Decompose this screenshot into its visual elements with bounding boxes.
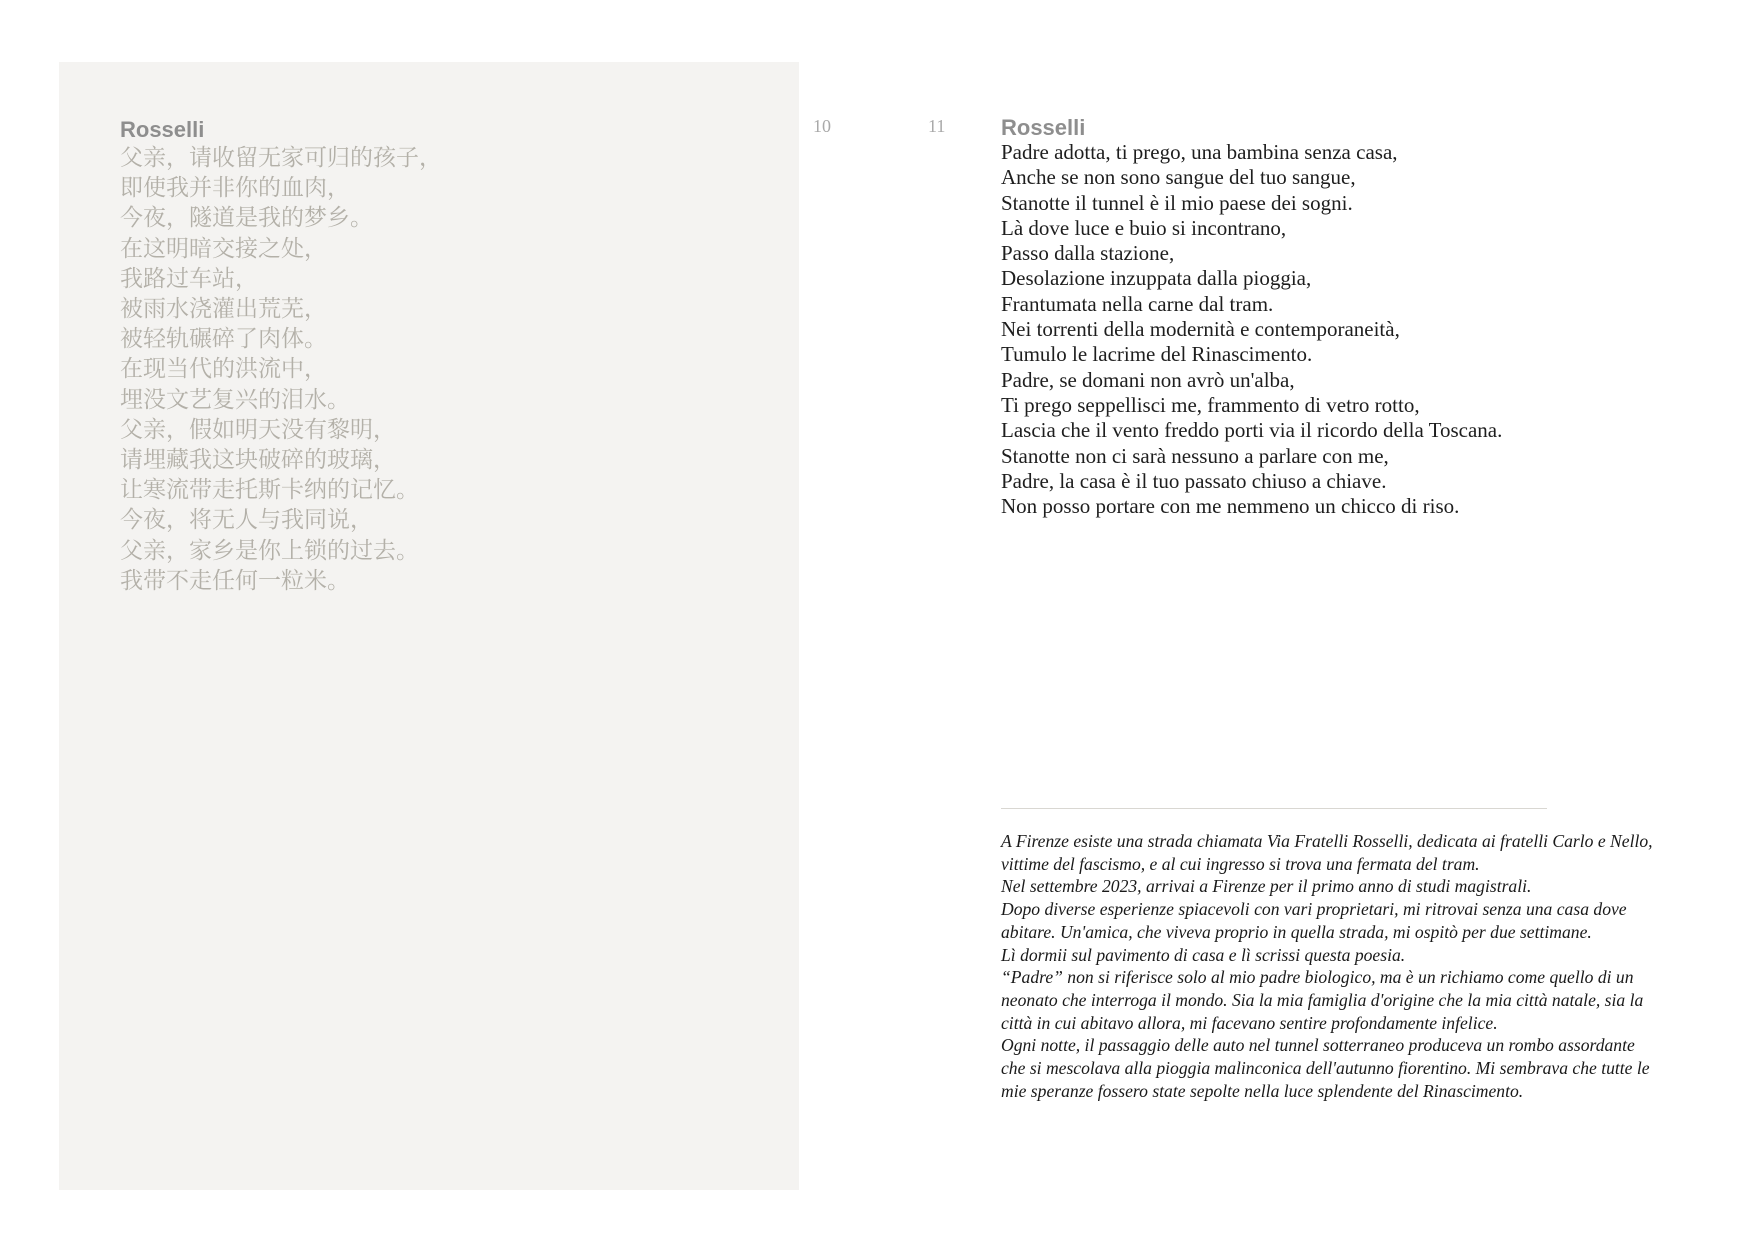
poem-line: 即使我并非你的血肉， xyxy=(120,175,350,202)
poem-line: Là dove luce e buio si incontrano, xyxy=(1001,215,1287,240)
author-note xyxy=(1001,830,1661,1102)
poem-line: 今夜，隧道是我的梦乡。 xyxy=(120,205,373,232)
note-divider xyxy=(1001,808,1547,809)
poem-line: 让寒流带走托斯卡纳的记忆。 xyxy=(120,477,419,504)
note-paragraph: Nel settembre 2023, arrivai a Firenze per il primo anno di studi magistrali. xyxy=(1001,876,1532,897)
poem-line: Tumulo le lacrime del Rinascimento. xyxy=(1001,342,1313,367)
poem-line: Stanotte non ci sarà nessuno a parlare con me, xyxy=(1001,443,1389,468)
poem-line: Nei torrenti della modernità e contemporaneità, xyxy=(1001,317,1400,342)
page-number-right: 11 xyxy=(928,116,946,136)
left-poem-title: Rosselli xyxy=(120,117,205,142)
right-poem-title: Rosselli xyxy=(1001,115,1086,140)
poem-line: 在这明暗交接之处， xyxy=(120,235,327,262)
poem-line: 请埋藏我这块破碎的玻璃， xyxy=(120,447,396,474)
italian-poem xyxy=(1001,140,1502,519)
poem-line: 我带不走任何一粒米。 xyxy=(120,567,350,594)
poem-line: 父亲，家乡是你上锁的过去。 xyxy=(120,537,419,564)
poem-line: Padre adotta, ti prego, una bambina senza casa, xyxy=(1001,140,1398,164)
note-paragraph: Dopo diverse esperienze spiacevoli con vari proprietari, mi ritrovai senza una casa dove abitare. Un'amica, che viveva proprio in quella strada, mi ospitò per due settimane. xyxy=(1001,899,1627,942)
poem-line: 父亲，假如明天没有黎明， xyxy=(120,416,396,443)
poem-line: 被轻轨碾碎了肉体。 xyxy=(120,326,327,353)
poem-line: Frantumata nella carne dal tram. xyxy=(1001,291,1274,316)
poem-line: Stanotte il tunnel è il mio paese dei sogni. xyxy=(1001,190,1353,215)
poem-line: Passo dalla stazione, xyxy=(1001,241,1175,266)
note-paragraph: Ogni notte, il passaggio delle auto nel tunnel sotterraneo produceva un rombo assordante che si mescolava alla pioggia malinconica dell'autunno fiorentino. Mi sembrava che tutte le mie speranze fossero state sepolte nella luce splendente del Rinascimento. xyxy=(1001,1035,1650,1101)
poem-line: 今夜，将无人与我同说， xyxy=(120,507,373,534)
page-number-left: 10 xyxy=(813,116,831,136)
poem-line: 在现当代的洪流中， xyxy=(120,356,327,383)
note-paragraph: “Padre” non si riferisce solo al mio padre biologico, ma è un richiamo come quello di un neonato che interroga il mondo. Sia la mia famiglia d'origine che la mia città natale, sia la città in cui abitavo allora, mi facevano sentire profondamente infelice. xyxy=(1001,967,1644,1033)
poem-line: 埋没文艺复兴的泪水。 xyxy=(120,386,350,413)
poem-line: 我路过车站， xyxy=(120,265,258,292)
poem-line: Lascia che il vento freddo porti via il ricordo della Toscana. xyxy=(1001,418,1503,443)
poem-line: 父亲，请收留无家可归的孩子， xyxy=(120,145,442,171)
note-paragraph: A Firenze esiste una strada chiamata Via Fratelli Rosselli, dedicata ai fratelli Carlo e Nello, vittime del fascismo, e al cui ingresso si trova una fermata del tram. xyxy=(1001,831,1653,874)
poem-line: Padre, se domani non avrò un'alba, xyxy=(1001,367,1295,392)
poem-line: Desolazione inzuppata dalla pioggia, xyxy=(1001,266,1312,291)
poem-line: Padre, la casa è il tuo passato chiuso a chiave. xyxy=(1001,468,1387,493)
poem-line: 被雨水浇灌出荒芜， xyxy=(120,296,327,323)
note-paragraph: Lì dormii sul pavimento di casa e lì scrissi questa poesia. xyxy=(1001,944,1406,965)
poem-line: Non posso portare con me nemmeno un chicco di riso. xyxy=(1001,494,1460,519)
poem-line: Ti prego seppellisci me, frammento di vetro rotto, xyxy=(1001,392,1420,417)
chinese-poem xyxy=(120,143,442,596)
poem-line: Anche se non sono sangue del tuo sangue, xyxy=(1001,165,1356,190)
